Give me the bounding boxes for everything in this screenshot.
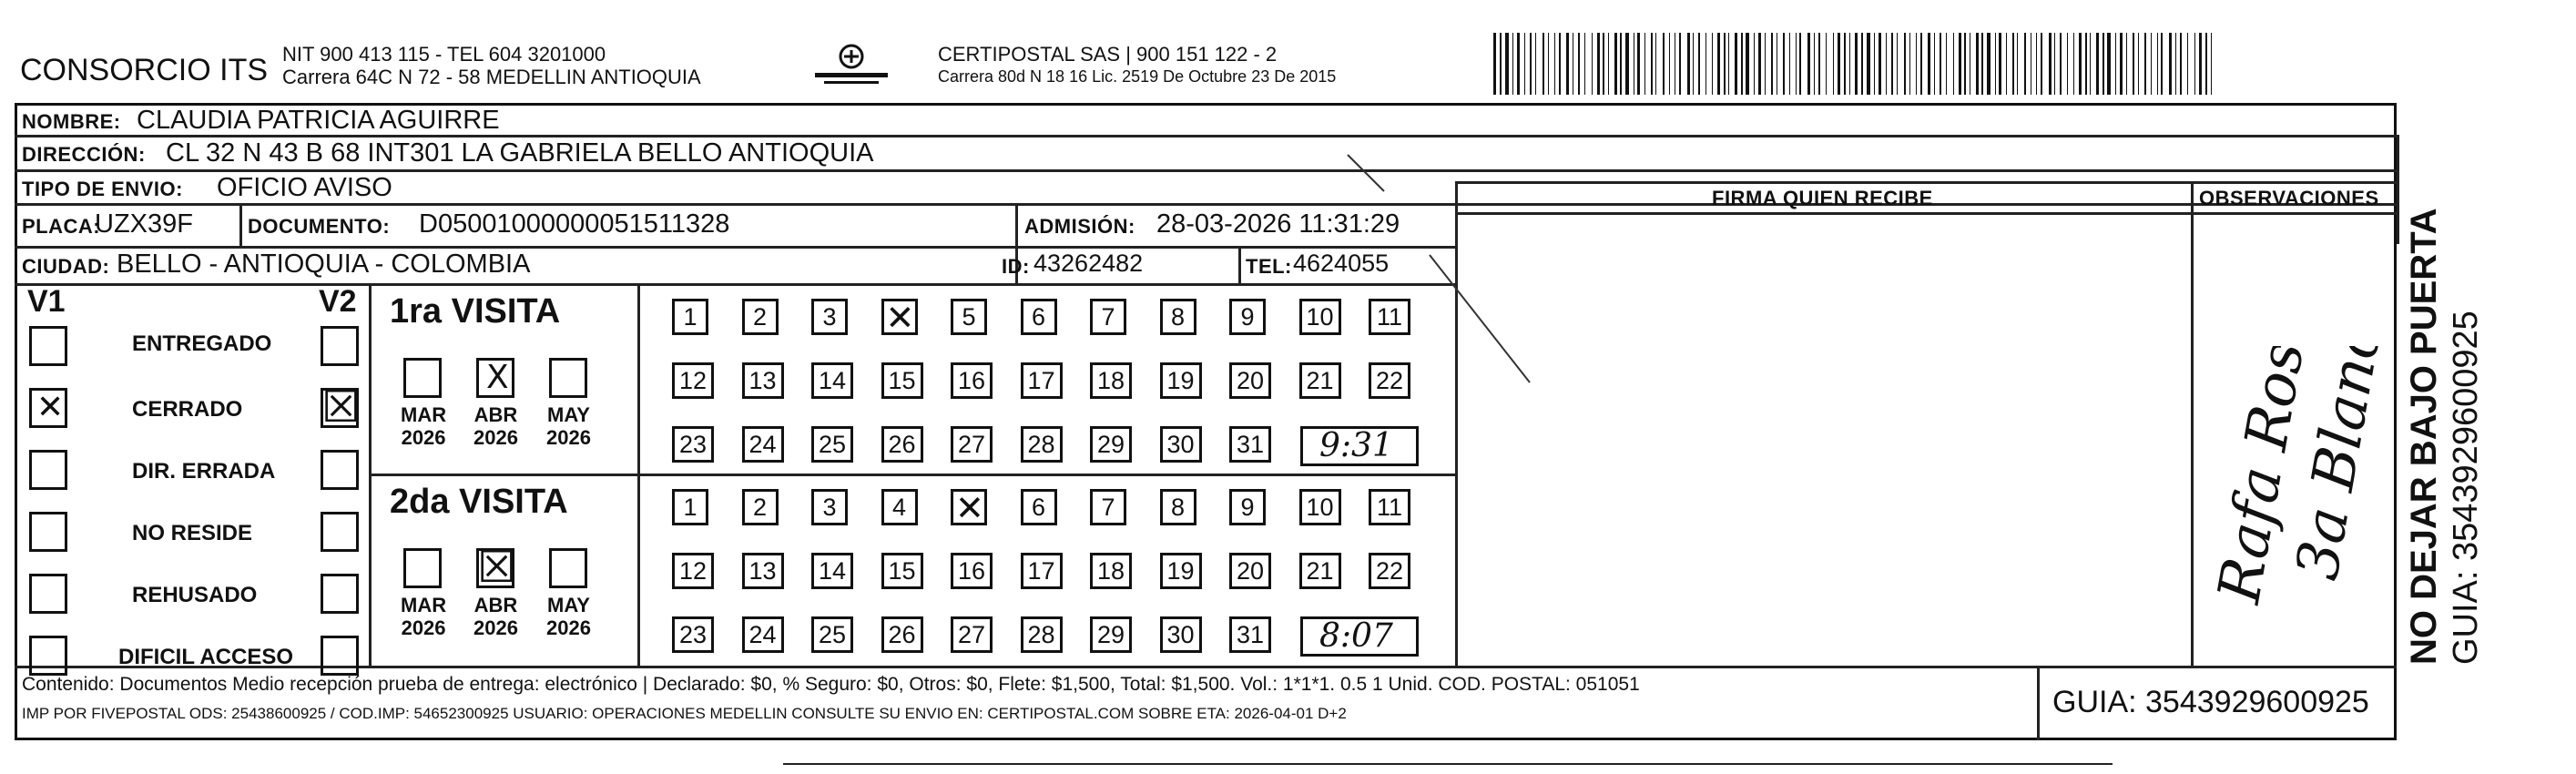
day-box[interactable]: 23 [672, 616, 714, 653]
barcode-bar [1712, 33, 1713, 95]
barcode-bar [1693, 33, 1694, 95]
day-box[interactable]: 29 [1090, 426, 1132, 463]
direccion-label: DIRECCIÓN: [22, 143, 146, 166]
barcode-bar [2151, 33, 2152, 95]
month-checkbox[interactable] [403, 358, 442, 398]
day-box[interactable]: 10 [1299, 299, 1341, 335]
barcode-bar [1909, 33, 1910, 95]
visit-time: 8:07 [1319, 617, 1393, 655]
barcode-bar [2067, 33, 2068, 95]
barcode-bar [1940, 33, 1941, 95]
barcode-bar [1953, 33, 1954, 95]
barcode-bar [1512, 33, 1513, 95]
ciudad-label: CIUDAD: [22, 255, 110, 278]
documento-label: DOCUMENTO: [248, 215, 391, 238]
carrier-address: Carrera 80d N 18 16 Lic. 2519 De Octubre 23 De 2015 [938, 67, 1337, 86]
firma-label: FIRMA QUIEN RECIBE [1712, 187, 1933, 209]
status-v2-checkbox[interactable] [321, 512, 359, 552]
status-v1-checkbox[interactable] [29, 574, 67, 614]
barcode-bar [1705, 33, 1706, 95]
barcode-bar [1735, 33, 1737, 95]
barcode-bar [2194, 33, 2195, 95]
ciudad-value: BELLO - ANTIOQUIA - COLOMBIA [117, 250, 531, 279]
barcode-bar [2060, 33, 2062, 95]
barcode-bar [2133, 33, 2134, 95]
barcode-bar [1844, 33, 1846, 95]
day-box[interactable]: 24 [742, 426, 784, 463]
barcode-bar [1783, 33, 1785, 95]
day-box[interactable]: 16 [951, 362, 993, 399]
barcode-bar [1995, 33, 1996, 95]
day-box[interactable]: 18 [1090, 362, 1132, 399]
barcode-bar [1934, 33, 1935, 95]
v1-header: V1 [27, 284, 66, 319]
barcode-bar [2054, 33, 2055, 95]
barcode-bar [2126, 33, 2127, 95]
day-box[interactable]: 2 [742, 489, 779, 525]
svg-text:3a Blanco: 3a Blanco [2284, 346, 2386, 585]
barcode-bar [1826, 33, 1827, 95]
footer-line-1: Contenido: Documentos Medio recepción prueba de entrega: electrónico | Declarado: $0, % Seguro: $0, Otros: $0, Flete: $1,500, Total: $1,500. Vol.: 1*1*1. 0.5 1 Unid. COD. POSTAL: 051051 [22, 674, 1640, 695]
day-box[interactable]: 27 [951, 426, 993, 463]
barcode-bar [2085, 33, 2087, 95]
month-checkbox[interactable] [549, 548, 587, 588]
barcode-bar [2073, 33, 2074, 95]
barcode-bar [1584, 33, 1585, 95]
barcode-bar [1655, 33, 1656, 95]
barcode-bar [1687, 33, 1690, 95]
handwritten-signature [2204, 346, 2386, 656]
barcode-bar [1838, 33, 1840, 95]
barcode-bar [1916, 33, 1917, 95]
day-box[interactable]: 10 [1299, 489, 1341, 525]
company-name: CONSORCIO ITS [20, 53, 269, 87]
tel-value: 4624055 [1293, 250, 1390, 277]
barcode-bar [2205, 33, 2207, 95]
barcode-bar [2175, 33, 2176, 95]
barcode-bar [1500, 33, 1502, 95]
tipo-label: TIPO DE ENVIO: [22, 178, 183, 200]
status-v1-checkbox[interactable] [29, 636, 67, 676]
day-box[interactable]: 25 [811, 426, 853, 463]
id-value: 43262482 [1033, 250, 1144, 277]
day-box[interactable]: 17 [1021, 553, 1063, 589]
day-box[interactable]: 12 [672, 553, 714, 589]
time-box[interactable] [1300, 616, 1419, 657]
barcode-bar [2103, 33, 2104, 95]
barcode-bar [1614, 33, 1617, 95]
day-box[interactable]: 28 [1021, 616, 1063, 653]
barcode-bar [2006, 33, 2007, 95]
barcode-bar [2157, 33, 2158, 95]
id-label: ID: [1002, 255, 1030, 278]
barcode-bar [1535, 33, 1536, 95]
barcode-bar [1548, 33, 1549, 95]
month-label: MAR 2026 [401, 594, 447, 639]
direccion-value: CL 32 N 43 B 68 INT301 LA GABRIELA BELLO ANTIOQUIA [166, 138, 874, 168]
barcode-bar [1807, 33, 1810, 95]
check-mark: ☒ [477, 542, 517, 593]
barcode-bar [1637, 33, 1640, 95]
month-label: ABR 2026 [473, 403, 518, 449]
barcode-bar [1964, 33, 1966, 95]
footer-guia: GUIA: 3543929600925 [2052, 685, 2369, 719]
day-box[interactable] [951, 488, 987, 528]
barcode-bar [1741, 33, 1743, 95]
barcode-bar [1493, 33, 1496, 95]
barcode-bar [2180, 33, 2182, 95]
side-guia-text: GUIA: 3543929600925 [2447, 311, 2485, 665]
status-label: NO RESIDE [132, 521, 253, 545]
barcode-bar [2049, 33, 2052, 95]
day-box[interactable]: 30 [1160, 426, 1202, 463]
documento-value: D05001000000051511328 [419, 209, 730, 239]
barcode-bar [1578, 33, 1580, 95]
day-box[interactable]: 29 [1090, 616, 1132, 653]
status-label: REHUSADO [132, 583, 258, 607]
barcode-bar [1904, 33, 1906, 95]
check-mark: X [486, 359, 509, 396]
visit-time: 9:31 [1319, 427, 1393, 464]
nombre-value: CLAUDIA PATRICIA AGUIRRE [137, 106, 500, 135]
barcode-bar [1897, 33, 1898, 95]
day-box[interactable]: 31 [1229, 616, 1271, 653]
barcode-bar [1608, 33, 1609, 95]
barcode-bar [2161, 33, 2163, 95]
day-box[interactable]: 24 [742, 616, 784, 653]
day-box[interactable]: 31 [1229, 426, 1271, 463]
day-box[interactable]: 13 [742, 362, 784, 399]
barcode-bar [1920, 33, 1922, 95]
day-box[interactable]: 17 [1021, 362, 1063, 399]
status-v2-checkbox[interactable] [321, 382, 361, 433]
day-box[interactable]: 25 [811, 616, 853, 653]
day-box[interactable]: 15 [881, 553, 923, 589]
day-box[interactable]: 16 [951, 553, 993, 589]
barcode-bar [1833, 33, 1834, 95]
month-label: ABR 2026 [473, 594, 518, 639]
status-v1-checkbox[interactable] [29, 512, 67, 552]
day-box[interactable]: 21 [1299, 362, 1341, 399]
check-mark: ☒ [321, 382, 361, 433]
status-v2-checkbox[interactable] [321, 326, 359, 366]
barcode-bar [1559, 33, 1561, 95]
barcode-bar [1728, 33, 1729, 95]
month-checkbox[interactable] [476, 542, 517, 593]
day-box[interactable]: 11 [1369, 299, 1410, 335]
company-address: Carrera 64C N 72 - 58 MEDELLIN ANTIOQUIA [282, 66, 701, 88]
day-box[interactable]: 18 [1090, 553, 1132, 589]
placa-value: UZX39F [95, 209, 193, 239]
day-box[interactable]: 1 [672, 489, 708, 525]
day-box[interactable]: 9 [1229, 489, 1266, 525]
barcode-bar [1651, 33, 1653, 95]
barcode-bar [1879, 33, 1881, 95]
barcode-bar [1981, 33, 1983, 95]
barcode-bar [1891, 33, 1893, 95]
barcode-bar [1758, 33, 1761, 95]
status-v1-checkbox[interactable] [29, 450, 67, 490]
day-box[interactable]: 13 [742, 553, 784, 589]
barcode-bar [1603, 33, 1604, 95]
barcode-bar [1886, 33, 1887, 95]
visit-title: 2da VISITA [390, 483, 568, 521]
day-box[interactable]: 14 [811, 362, 853, 399]
barcode-bar [1530, 33, 1532, 95]
visit-title: 1ra VISITA [390, 292, 561, 331]
barcode-bar [1698, 33, 1700, 95]
day-box[interactable]: 12 [672, 362, 714, 399]
barcode-bar [2079, 33, 2082, 95]
day-box[interactable]: 19 [1160, 553, 1202, 589]
barcode-bar [1789, 33, 1790, 95]
barcode-bar [1746, 33, 1749, 95]
status-label: ENTREGADO [132, 331, 272, 356]
barcode-bar [1861, 33, 1863, 95]
day-box[interactable]: 5 [951, 299, 987, 335]
barcode-bar [2036, 33, 2037, 95]
barcode-bar [2211, 33, 2212, 95]
status-label: DIFICIL ACCESO [118, 645, 294, 669]
day-box[interactable]: 21 [1299, 553, 1341, 589]
barcode-bar [2115, 33, 2116, 95]
status-label: DIR. ERRADA [132, 459, 276, 484]
barcode-bar [2017, 33, 2018, 95]
day-box[interactable] [881, 298, 918, 338]
barcode-bar [1669, 33, 1670, 95]
status-label: CERRADO [132, 397, 243, 422]
barcode-bar [1867, 33, 1870, 95]
barcode-bar [1799, 33, 1801, 95]
bottom-rule [783, 763, 2113, 765]
barcode-bar [1679, 33, 1681, 95]
day-box[interactable]: 8 [1160, 299, 1196, 335]
barcode-bar [2024, 33, 2026, 95]
month-label: MAY 2026 [546, 403, 591, 449]
barcode-bar [2199, 33, 2202, 95]
check-mark: ✕ [36, 389, 65, 426]
day-box[interactable]: 11 [1369, 489, 1410, 525]
check-mark: ✕ [955, 488, 984, 528]
day-box[interactable]: 6 [1021, 299, 1057, 335]
status-v2-checkbox[interactable] [321, 636, 359, 676]
month-checkbox[interactable] [403, 548, 442, 588]
barcode-bar [1874, 33, 1875, 95]
barcode-bar [1771, 33, 1773, 95]
day-box[interactable]: 22 [1369, 362, 1410, 399]
tel-label: TEL: [1246, 255, 1292, 278]
barcode-bar [1543, 33, 1544, 95]
barcode-bar [2120, 33, 2123, 95]
day-box[interactable]: 27 [951, 616, 993, 653]
barcode-bar [2138, 33, 2139, 95]
barcode [1493, 33, 2222, 95]
barcode-bar [2187, 33, 2188, 95]
day-box[interactable]: 23 [672, 426, 714, 463]
day-box[interactable]: 20 [1229, 362, 1271, 399]
day-box[interactable]: 2 [742, 299, 779, 335]
barcode-bar [2090, 33, 2091, 95]
barcode-bar [1818, 33, 1820, 95]
month-checkbox[interactable] [476, 358, 514, 398]
nit-line: NIT 900 413 115 - TEL 604 3201000 [282, 43, 606, 66]
barcode-bar [1625, 33, 1629, 95]
barcode-bar [1724, 33, 1726, 95]
day-box[interactable]: 14 [811, 553, 853, 589]
month-label: MAY 2026 [546, 594, 591, 639]
barcode-bar [2144, 33, 2146, 95]
barcode-bar [1765, 33, 1766, 95]
admision-label: ADMISIÓN: [1024, 215, 1135, 238]
day-box[interactable]: 20 [1229, 553, 1271, 589]
barcode-bar [2041, 33, 2042, 95]
day-box[interactable]: 22 [1369, 553, 1410, 589]
day-box[interactable]: 4 [881, 489, 918, 525]
barcode-bar [1620, 33, 1622, 95]
barcode-bar [1597, 33, 1600, 95]
barcode-bar [1849, 33, 1850, 95]
status-v2-checkbox[interactable] [321, 450, 359, 490]
placa-label: PLACA: [22, 215, 101, 238]
month-checkbox[interactable] [549, 358, 587, 398]
barcode-bar [1855, 33, 1858, 95]
v2-header: V2 [319, 284, 357, 319]
barcode-bar [1717, 33, 1720, 95]
barcode-bar [1517, 33, 1520, 95]
barcode-bar [1644, 33, 1645, 95]
carrier-line: CERTIPOSTAL SAS | 900 151 122 - 2 [938, 43, 1278, 66]
month-label: MAR 2026 [401, 403, 447, 449]
time-box[interactable] [1300, 426, 1419, 466]
barcode-bar [1663, 33, 1665, 95]
barcode-bar [2096, 33, 2099, 95]
day-box[interactable]: 30 [1160, 616, 1202, 653]
check-mark: ✕ [885, 298, 915, 338]
tipo-value: OFICIO AVISO [217, 173, 392, 202]
day-box[interactable]: 26 [881, 616, 923, 653]
day-box[interactable]: 8 [1160, 489, 1196, 525]
day-box[interactable]: 3 [811, 489, 848, 525]
nombre-label: NOMBRE: [22, 110, 121, 133]
day-box[interactable]: 26 [881, 426, 923, 463]
barcode-bar [1946, 33, 1947, 95]
barcode-bar [2169, 33, 2172, 95]
day-box[interactable]: 7 [1090, 299, 1126, 335]
barcode-bar [1976, 33, 1979, 95]
barcode-bar [2012, 33, 2014, 95]
admision-value: 28-03-2026 11:31:29 [1156, 209, 1400, 239]
status-v1-checkbox[interactable] [29, 388, 67, 428]
barcode-bar [1524, 33, 1525, 95]
certipostal-logo [806, 42, 897, 91]
barcode-bar [1814, 33, 1815, 95]
status-v2-checkbox[interactable] [321, 574, 359, 614]
no-dejar-text: NO DEJAR BAJO PUERTA [2404, 208, 2444, 665]
day-box[interactable]: 1 [672, 299, 708, 335]
barcode-bar [1959, 33, 1961, 95]
day-box[interactable]: 28 [1021, 426, 1063, 463]
day-box[interactable]: 6 [1021, 489, 1057, 525]
day-box[interactable]: 15 [881, 362, 923, 399]
barcode-bar [1566, 33, 1569, 95]
barcode-bar [1999, 33, 2001, 95]
barcode-bar [1987, 33, 1991, 95]
day-box[interactable]: 9 [1229, 299, 1266, 335]
side-text-wrapper [2397, 127, 2570, 665]
day-box[interactable]: 7 [1090, 489, 1126, 525]
pen-strokes [1329, 146, 1566, 401]
footer-line-2: IMP POR FIVEPOSTAL ODS: 25438600925 / COD.IMP: 54652300925 USUARIO: OPERACIONES MEDELLIN CONSULTE SU ENVIO EN: CERTIPOSTAL.COM SOBRE ETA: 2026-04-01 D+2 [22, 705, 1347, 722]
barcode-bar [1928, 33, 1930, 95]
day-box[interactable]: 3 [811, 299, 848, 335]
observaciones-label: OBSERVACIONES [2199, 187, 2379, 209]
barcode-bar [1592, 33, 1593, 95]
svg-text:Rafa Rosado: Rafa Rosado [2205, 346, 2337, 608]
day-box[interactable]: 19 [1160, 362, 1202, 399]
barcode-bar [1754, 33, 1755, 95]
barcode-bar [2107, 33, 2111, 95]
barcode-bar [1554, 33, 1555, 95]
barcode-bar [1505, 33, 1509, 95]
status-v1-checkbox[interactable] [29, 326, 67, 366]
barcode-bar [1796, 33, 1797, 95]
